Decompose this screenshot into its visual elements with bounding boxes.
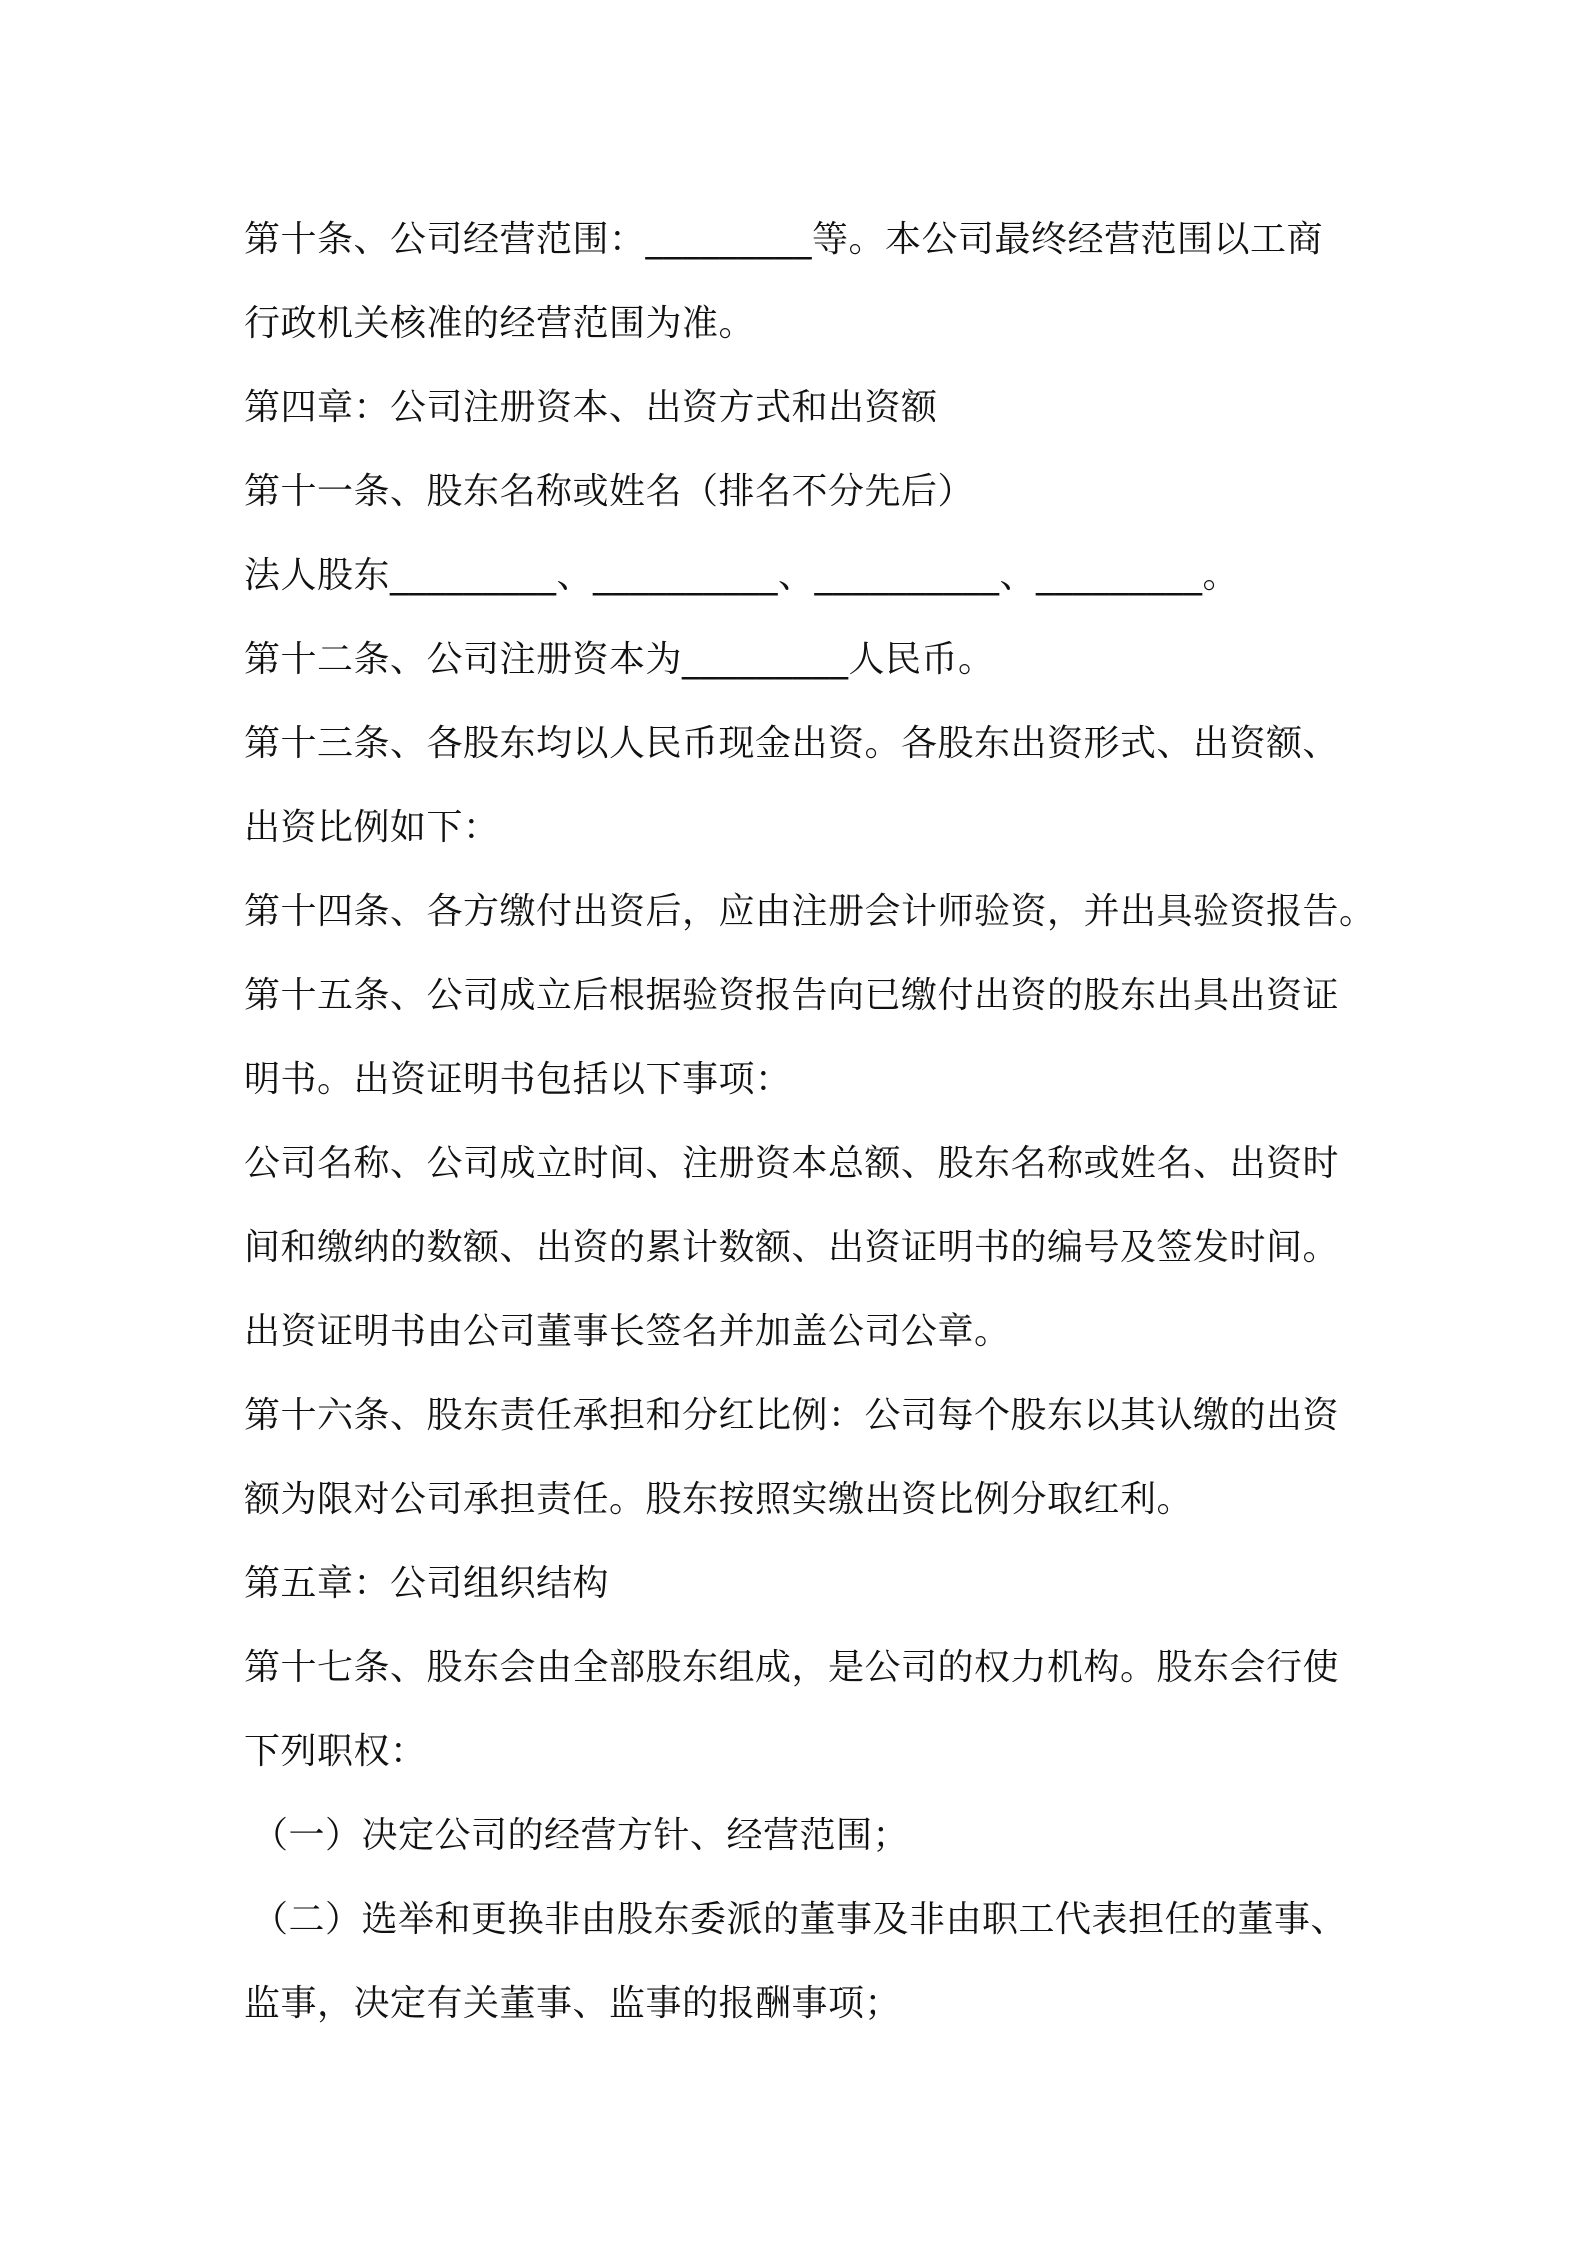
article-10-line-2: 行政机关核准的经营范围为准。 <box>244 303 756 344</box>
corporate-shareholders-line: 法人股东_________、__________、__________、_________。 <box>244 555 1240 596</box>
article-15-line-2: 明书。出资证明书包括以下事项： <box>244 1059 792 1100</box>
article-12-line: 第十二条、公司注册资本为_________人民币。 <box>244 639 995 680</box>
article-16-line-1: 第十六条、股东责任承担和分红比例：公司每个股东以其认缴的出资 <box>244 1395 1340 1436</box>
certificate-signature-line: 出资证明书由公司董事长签名并加盖公司公章。 <box>244 1311 1011 1352</box>
article-13-line-1: 第十三条、各股东均以人民币现金出资。各股东出资形式、出资额、 <box>244 723 1340 764</box>
certificate-items-line-1: 公司名称、公司成立时间、注册资本总额、股东名称或姓名、出资时 <box>244 1143 1340 1184</box>
article-17-line-2: 下列职权： <box>244 1731 427 1772</box>
article-11-line: 第十一条、股东名称或姓名（排名不分先后） <box>244 471 975 512</box>
article-14-line: 第十四条、各方缴付出资后，应由注册会计师验资，并出具验资报告。 <box>244 891 1376 932</box>
article-10-line-1: 第十条、公司经营范围：_________等。本公司最终经营范围以工商 <box>244 219 1324 260</box>
certificate-items-line-2: 间和缴纳的数额、出资的累计数额、出资证明书的编号及签发时间。 <box>244 1227 1340 1268</box>
document-body <box>244 198 1376 2046</box>
chapter-4-heading: 第四章：公司注册资本、出资方式和出资额 <box>244 387 938 428</box>
chapter-5-heading: 第五章：公司组织结构 <box>244 1563 610 1604</box>
power-item-2-line-1: （二）选举和更换非由股东委派的董事及非由职工代表担任的董事、 <box>252 1899 1348 1940</box>
power-item-2-line-2: 监事，决定有关董事、监事的报酬事项； <box>244 1983 902 2024</box>
article-13-line-2: 出资比例如下： <box>244 807 500 848</box>
article-15-line-1: 第十五条、公司成立后根据验资报告向已缴付出资的股东出具出资证 <box>244 975 1340 1016</box>
article-16-line-2: 额为限对公司承担责任。股东按照实缴出资比例分取红利。 <box>244 1479 1194 1520</box>
article-17-line-1: 第十七条、股东会由全部股东组成，是公司的权力机构。股东会行使 <box>244 1647 1340 1688</box>
power-item-1: （一）决定公司的经营方针、经营范围； <box>252 1815 910 1856</box>
